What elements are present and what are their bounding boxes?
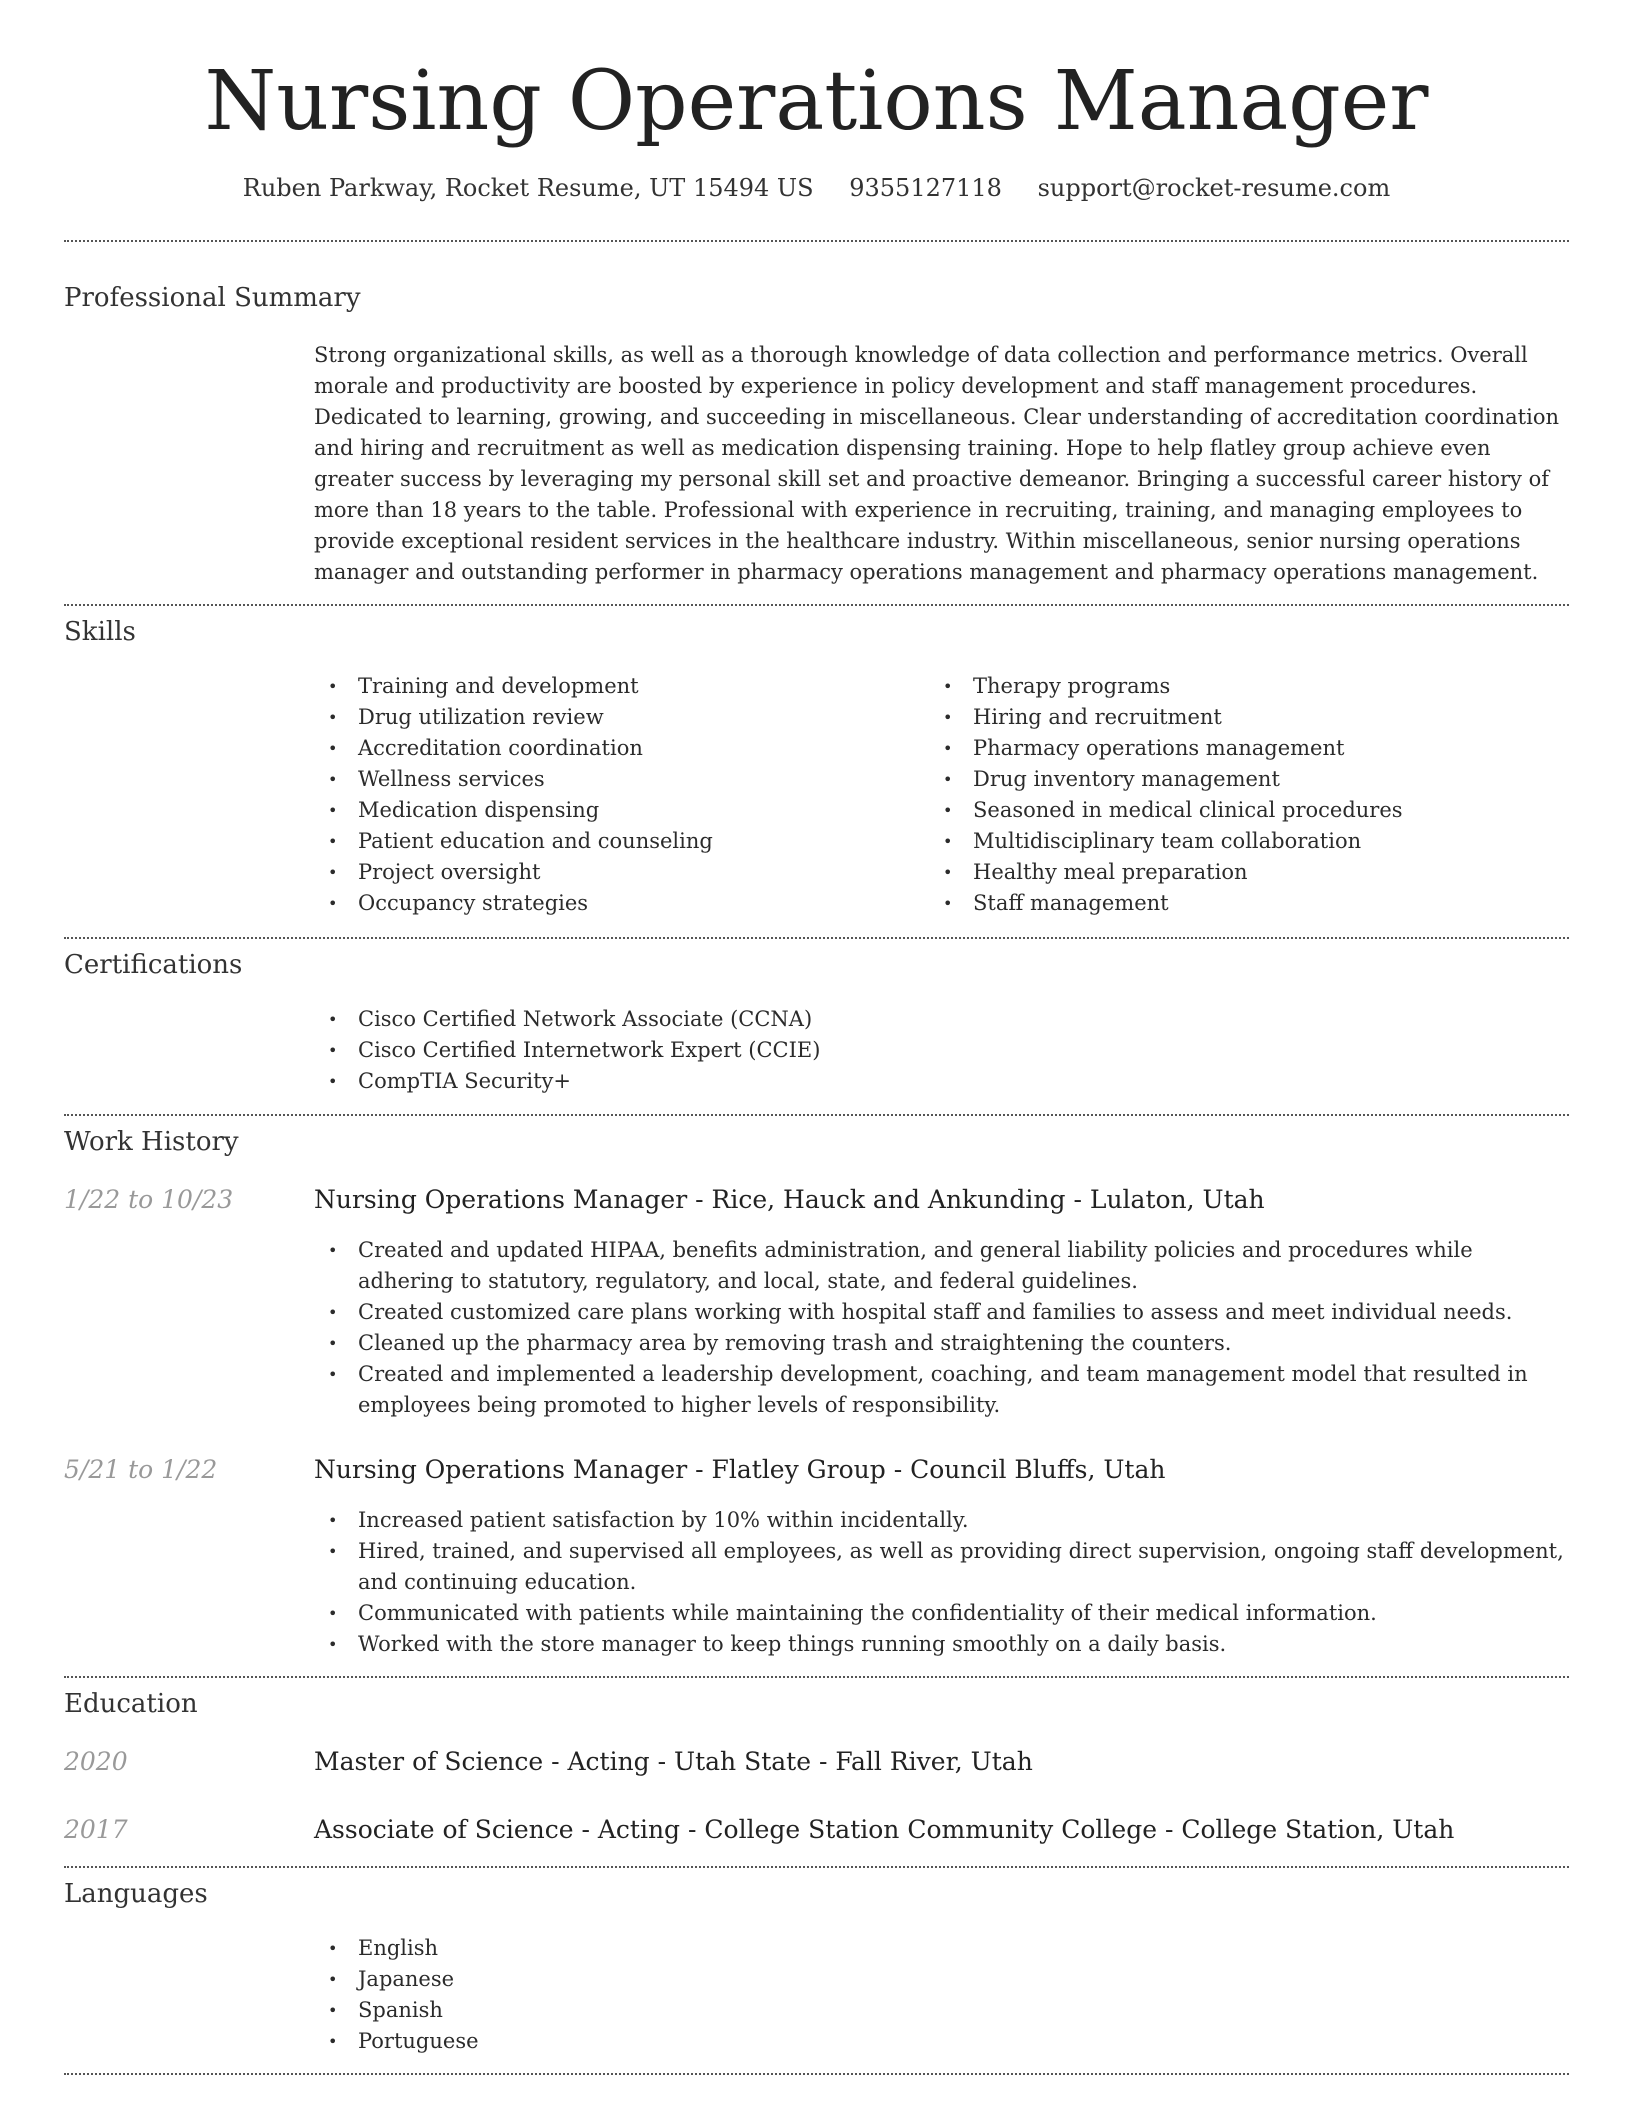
section-title-summary: Professional Summary <box>64 283 361 313</box>
candidate-name: Nursing Operations Manager <box>204 54 1429 149</box>
skill-item: • Patient education and counseling <box>314 826 929 857</box>
skill-item: • Occupancy strategies <box>314 888 929 919</box>
resume-page <box>64 0 1569 2112</box>
education-year: 2017 <box>64 1815 128 1844</box>
skill-item: • Hiring and recruitment <box>929 702 1544 733</box>
job-bullets <box>314 1235 1569 1421</box>
education-year: 2020 <box>64 1747 128 1776</box>
languages-list <box>314 1933 1569 2057</box>
job-dates: 1/22 to 10/23 <box>64 1185 234 1214</box>
job-bullet: • Communicated with patients while maintaining the confidentiality of their medical information. <box>314 1598 1569 1629</box>
contact-email: support@rocket-resume.com <box>1037 174 1391 202</box>
skill-item: • Therapy programs <box>929 671 1544 702</box>
skill-item: • Healthy meal preparation <box>929 857 1544 888</box>
skill-item: • Accreditation coordination <box>314 733 929 764</box>
certification-item: • Cisco Certified Network Associate (CCNA) <box>314 1004 1569 1035</box>
job-heading: Nursing Operations Manager - Flatley Group - Council Bluffs, Utah <box>314 1455 1166 1484</box>
section-divider <box>64 937 1569 939</box>
section-divider <box>64 2073 1569 2075</box>
section-divider <box>64 604 1569 606</box>
skill-item: • Project oversight <box>314 857 929 888</box>
job-bullets <box>314 1505 1569 1660</box>
section-divider <box>64 1866 1569 1868</box>
skill-item: • Training and development <box>314 671 929 702</box>
education-degree: Master of Science - Acting - Utah State - Fall River, Utah <box>314 1747 1033 1776</box>
certifications-list <box>314 1004 1569 1097</box>
job-bullet: • Cleaned up the pharmacy area by removing trash and straightening the counters. <box>314 1328 1569 1359</box>
skills-column-right <box>929 671 1544 919</box>
section-title-education: Education <box>64 1689 198 1719</box>
skill-item: • Wellness services <box>314 764 929 795</box>
skill-item: • Multidisciplinary team collaboration <box>929 826 1544 857</box>
skill-item: • Pharmacy operations management <box>929 733 1544 764</box>
language-item: • Portuguese <box>314 2026 1569 2057</box>
contact-address: Ruben Parkway, Rocket Resume, UT 15494 US <box>242 174 814 202</box>
section-title-certifications: Certifications <box>64 950 243 980</box>
certification-item: • CompTIA Security+ <box>314 1066 1569 1097</box>
job-bullet: • Hired, trained, and supervised all employees, as well as providing direct supervision, ongoing staff development, and continuing education. <box>314 1536 1569 1598</box>
skill-item: • Staff management <box>929 888 1544 919</box>
job-heading: Nursing Operations Manager - Rice, Hauck and Ankunding - Lulaton, Utah <box>314 1185 1265 1214</box>
job-bullet: • Worked with the store manager to keep things running smoothly on a daily basis. <box>314 1629 1569 1660</box>
skills-list <box>314 671 1569 919</box>
language-item: • Spanish <box>314 1995 1569 2026</box>
section-divider <box>64 1676 1569 1678</box>
language-item: • Japanese <box>314 1964 1569 1995</box>
skill-item: • Drug inventory management <box>929 764 1544 795</box>
job-bullet: • Created and updated HIPAA, benefits administration, and general liability policies and procedures while adhering to statutory, regulatory, and local, state, and federal guidelines. <box>314 1235 1569 1297</box>
skills-column-left <box>314 671 929 919</box>
contact-phone: 9355127118 <box>849 174 1002 202</box>
language-item: • English <box>314 1933 1569 1964</box>
certification-item: • Cisco Certified Internetwork Expert (CCIE) <box>314 1035 1569 1066</box>
section-title-skills: Skills <box>64 617 136 647</box>
job-bullet: • Created and implemented a leadership development, coaching, and team management model that resulted in employees being promoted to higher levels of responsibility. <box>314 1359 1569 1421</box>
section-title-work-history: Work History <box>64 1127 239 1157</box>
job-dates: 5/21 to 1/22 <box>64 1455 218 1484</box>
skill-item: • Medication dispensing <box>314 795 929 826</box>
section-title-languages: Languages <box>64 1879 208 1909</box>
summary-text: Strong organizational skills, as well as a thorough knowledge of data collection and performance metrics. Overall morale and productivity are boosted by experience in policy development and staff management procedures. Dedicated to learning, growing, and succeeding in miscellaneous. Clear understanding of accreditation coordination and hiring and recruitment as well as medication dispensing training. Hope to help flatley group achieve even greater success by leveraging my personal skill set and proactive demeanor. Bringing a successful career history of more than 18 years to the table. Professional with experience in recruiting, training, and managing employees to provide exceptional resident services in the healthcare industry. Within miscellaneous, senior nursing operations manager and outstanding performer in pharmacy operations management and pharmacy operations management. <box>314 343 1559 584</box>
job-bullet: • Created customized care plans working with hospital staff and families to assess and meet individual needs. <box>314 1297 1569 1328</box>
skill-item: • Drug utilization review <box>314 702 929 733</box>
section-divider <box>64 1114 1569 1116</box>
contact-line <box>64 172 1569 204</box>
skill-item: • Seasoned in medical clinical procedures <box>929 795 1544 826</box>
education-degree: Associate of Science - Acting - College Station Community College - College Station, Utah <box>314 1815 1455 1844</box>
job-bullet: • Increased patient satisfaction by 10% within incidentally. <box>314 1505 1569 1536</box>
section-divider <box>64 240 1569 242</box>
